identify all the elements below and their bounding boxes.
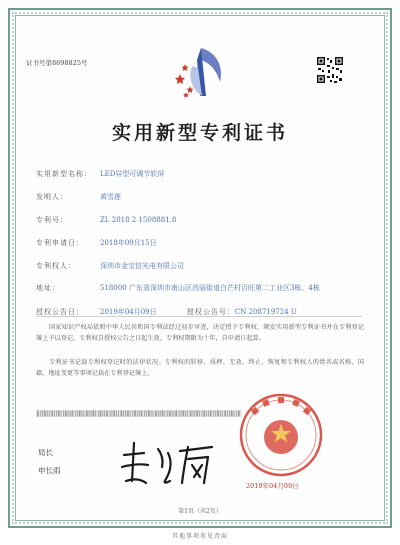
certificate-number: 证书号第8698825号 bbox=[26, 59, 88, 67]
grant-number-label: 授权公告号： bbox=[186, 308, 235, 316]
field-patent-number: 专利号： ZL 2018 2 1508881.8 bbox=[36, 216, 177, 224]
director-name: 申长雨 bbox=[38, 466, 61, 475]
page-title: 实用新型专利证书 bbox=[111, 122, 288, 144]
grant-number-value: CN 208719724 U bbox=[234, 308, 297, 316]
field-utility-model-name: 实用新型名称： LED异型可调节软屏 bbox=[36, 170, 165, 178]
qr-code-icon bbox=[316, 56, 344, 84]
field-patentee: 专利权人： 深圳市金宝信光电有限公司 bbox=[36, 262, 184, 270]
director-title: 局长 bbox=[38, 448, 53, 457]
field-grant-date: 授权公告日： 2019年04月09日 授权公告号：CN 208719724 U bbox=[36, 308, 297, 316]
divider bbox=[36, 316, 362, 317]
signature-date: 2019年04月09日 bbox=[246, 482, 299, 490]
barcode-strip bbox=[36, 410, 242, 417]
field-application-date: 专利申请日： 2018年09月15日 bbox=[36, 239, 157, 247]
paragraph-grant: 国家知识产权局依照中华人民共和国专利法经过初步审查，决定授予专利权，颁发实用新型专利证书并在专利登记簿上予以登记。专利权自授权公告之日起生效。专利权期限为十年，自申请日起算。 bbox=[36, 324, 364, 342]
patent-office-emblem-icon bbox=[170, 44, 232, 100]
field-inventor: 发明人： 黄雪莲 bbox=[36, 193, 121, 201]
paragraph-legal-status: 专利证书记载专利权登记时的法律状况。专利权的转移、质押、无效、终止、恢复和专利权人的姓名或名称、国籍、地址变更等事项记载在专利登记簿上。 bbox=[36, 359, 364, 377]
director-signature bbox=[118, 437, 218, 493]
field-address: 地址： 518000 广东省深圳市南山区西丽街道白芒村百旺第二工业区3栋、4栋 bbox=[36, 284, 320, 292]
footer-note: 其他事项参见背面 bbox=[171, 533, 228, 540]
official-seal-icon bbox=[238, 392, 324, 478]
page-number: 第1页（共2页） bbox=[178, 508, 222, 515]
